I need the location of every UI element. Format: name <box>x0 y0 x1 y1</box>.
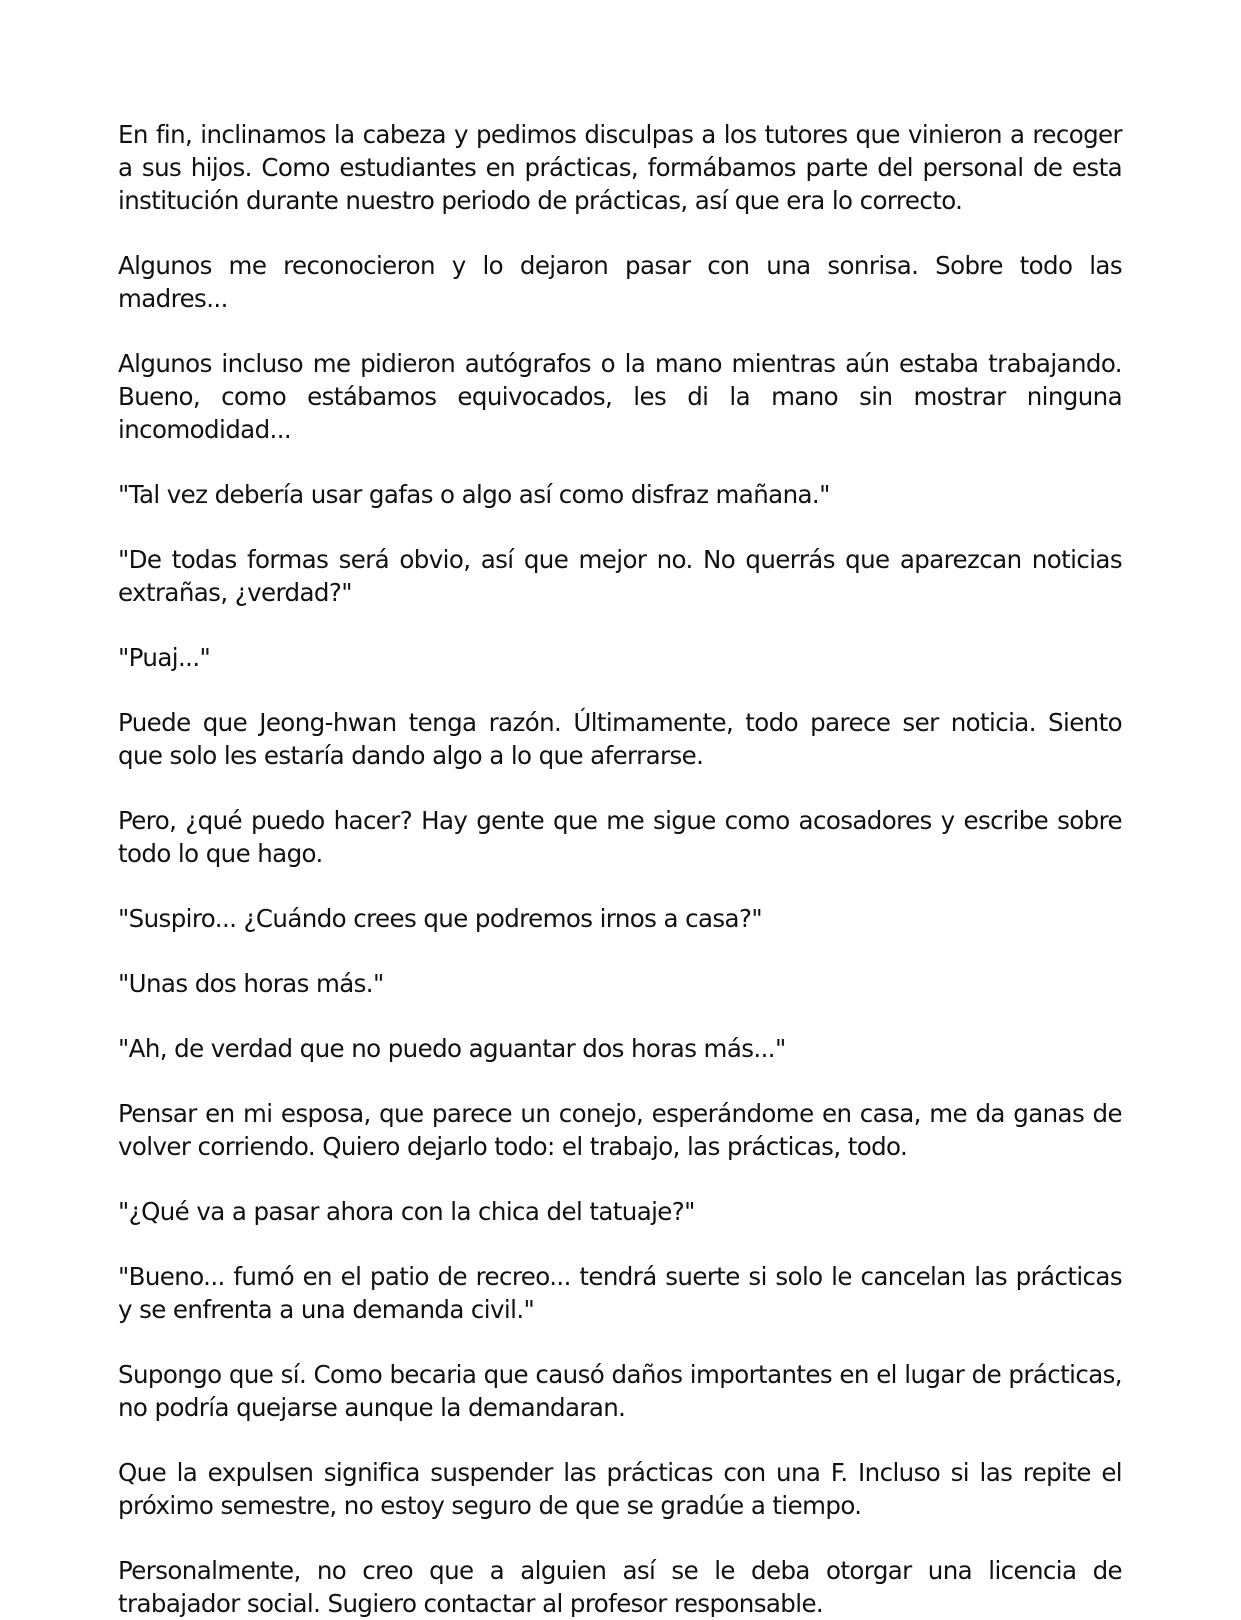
paragraph: Puede que Jeong-hwan tenga razón. Últimamente, todo parece ser noticia. Siento que solo les estaría dando algo a lo que aferrarse. <box>118 708 1122 770</box>
paragraph: "¿Qué va a pasar ahora con la chica del tatuaje?" <box>118 1197 695 1226</box>
paragraph: Que la expulsen significa suspender las prácticas con una F. Incluso si las repite el próximo semestre, no estoy seguro de que se gradúe a tiempo. <box>118 1458 1122 1520</box>
paragraph: Algunos incluso me pidieron autógrafos o la mano mientras aún estaba trabajando. Bueno, como estábamos equivocados, les di la mano sin mostrar ninguna incomodidad... <box>118 349 1122 444</box>
paragraph: Pero, ¿qué puedo hacer? Hay gente que me sigue como acosadores y escribe sobre todo lo que hago. <box>118 806 1122 868</box>
paragraph: "Bueno... fumó en el patio de recreo... tendrá suerte si solo le cancelan las prácticas y se enfrenta a una demanda civil." <box>118 1262 1122 1324</box>
paragraph: "De todas formas será obvio, así que mejor no. No querrás que aparezcan noticias extrañas, ¿verdad?" <box>118 545 1122 607</box>
paragraph: "Suspiro... ¿Cuándo crees que podremos irnos a casa?" <box>118 904 763 933</box>
paragraph: "Tal vez debería usar gafas o algo así como disfraz mañana." <box>118 480 830 509</box>
paragraph: En fin, inclinamos la cabeza y pedimos disculpas a los tutores que vinieron a recoger a sus hijos. Como estudiantes en prácticas, formábamos parte del personal de esta institución durante nuestro periodo de prácticas, así que era lo correcto. <box>118 120 1122 215</box>
paragraph: "Ah, de verdad que no puedo aguantar dos horas más..." <box>118 1034 786 1063</box>
paragraph: Algunos me reconocieron y lo dejaron pasar con una sonrisa. Sobre todo las madres... <box>118 251 1122 313</box>
paragraph: "Unas dos horas más." <box>118 969 384 998</box>
document-body <box>118 118 1122 1620</box>
paragraph: Personalmente, no creo que a alguien así se le deba otorgar una licencia de trabajador social. Sugiero contactar al profesor responsable. <box>118 1556 1122 1618</box>
paragraph: "Puaj..." <box>118 643 211 672</box>
paragraph: Pensar en mi esposa, que parece un conejo, esperándome en casa, me da ganas de volver corriendo. Quiero dejarlo todo: el trabajo, las prácticas, todo. <box>118 1099 1122 1161</box>
paragraph: Supongo que sí. Como becaria que causó daños importantes en el lugar de prácticas, no podría quejarse aunque la demandaran. <box>118 1360 1122 1422</box>
